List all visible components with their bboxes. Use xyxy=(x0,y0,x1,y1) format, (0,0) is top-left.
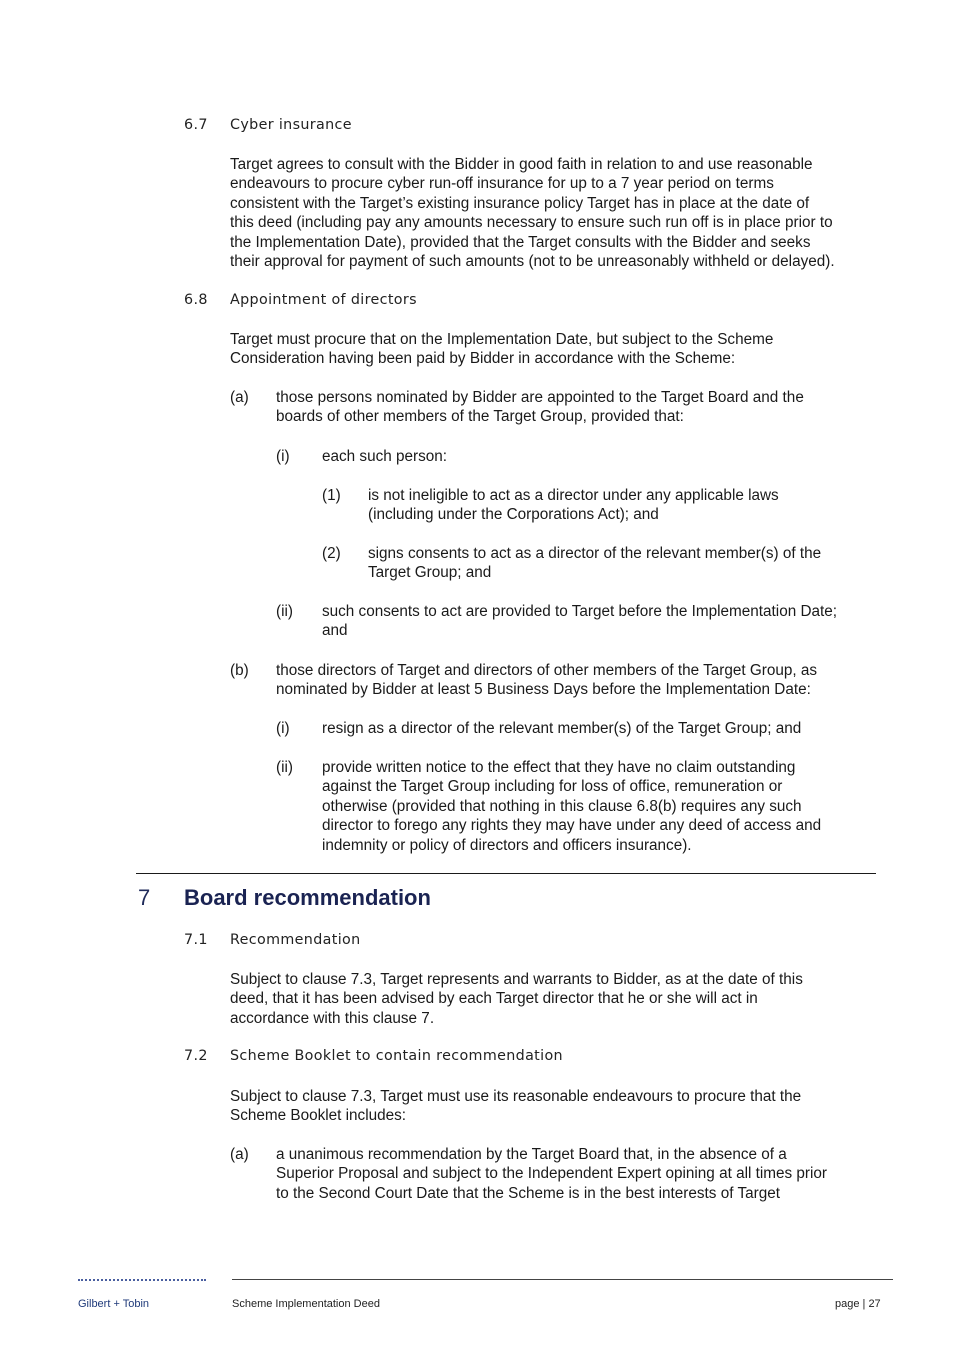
footer-rule xyxy=(232,1279,893,1280)
clause-heading-recommendation: Recommendation xyxy=(230,932,361,948)
clause-heading-cyber-insurance: Cyber insurance xyxy=(230,117,352,133)
clause-number-6-7: 6.7 xyxy=(184,117,208,133)
item-a-text xyxy=(276,388,804,427)
item-label-a-i-2: (2) xyxy=(322,545,341,562)
paragraph-line: (including under the Corporations Act); and xyxy=(368,506,659,524)
paragraph-line: boards of other members of the Target Group, provided that: xyxy=(276,408,684,426)
item-label-a-i-1: (1) xyxy=(322,487,341,504)
paragraph-line: the Implementation Date), provided that the Target consults with the Bidder and seeks xyxy=(230,233,811,251)
item-label-a-ii: (ii) xyxy=(276,603,293,620)
footer-dotted-rule xyxy=(78,1279,206,1281)
clause-heading-appointment-of-directors: Appointment of directors xyxy=(230,292,417,308)
paragraph-line: Target agrees to consult with the Bidder in good faith in relation to and use reasonable xyxy=(230,156,813,173)
item-label-a: (a) xyxy=(230,389,249,406)
paragraph-line: consistent with the Target’s existing insurance policy Target has in place at the date of xyxy=(230,194,810,212)
paragraph-line: to the Second Court Date that the Scheme is in the best interests of Target xyxy=(276,1184,780,1202)
paragraph-line: accordance with this clause 7. xyxy=(230,1009,435,1027)
paragraph-line: Subject to clause 7.3, Target must use its reasonable endeavours to procure that the xyxy=(230,1088,802,1105)
item-b-ii-text xyxy=(322,758,821,855)
item-b-i-text: resign as a director of the relevant member(s) of the Target Group; and xyxy=(322,720,802,737)
paragraph-line: those persons nominated by Bidder are appointed to the Target Board and the xyxy=(276,389,804,406)
item-label-b-ii: (ii) xyxy=(276,759,293,776)
section-heading-board-recommendation: Board recommendation xyxy=(184,885,431,910)
paragraph-line: indemnity or policy of directors and officers insurance). xyxy=(322,836,692,854)
paragraph-line: Superior Proposal and subject to the Independent Expert opining at all times prior xyxy=(276,1165,828,1183)
item-a-i-text: each such person: xyxy=(322,448,448,465)
item-a-i-2-text xyxy=(368,544,821,583)
cyber-insurance-paragraph xyxy=(230,155,835,271)
paragraph-line: their approval for payment of such amounts (not to be unreasonably withheld or delayed). xyxy=(230,253,835,271)
paragraph-line: a unanimous recommendation by the Target Board that, in the absence of a xyxy=(276,1146,787,1163)
paragraph-line: against the Target Group including for loss of office, remuneration or xyxy=(322,778,783,796)
item-7-2-a-text xyxy=(276,1145,827,1203)
footer-page-number: page | 27 xyxy=(835,1298,881,1310)
item-label-b-i: (i) xyxy=(276,720,290,737)
paragraph-line: signs consents to act as a director of the relevant member(s) of the xyxy=(368,545,822,562)
paragraph-line: Subject to clause 7.3, Target represents and warrants to Bidder, as at the date of this xyxy=(230,971,803,988)
paragraph-line: those directors of Target and directors of other members of the Target Group, as xyxy=(276,662,818,679)
item-b-text xyxy=(276,661,817,700)
paragraph-line: nominated by Bidder at least 5 Business Days before the Implementation Date: xyxy=(276,681,811,699)
paragraph-line: is not ineligible to act as a director under any applicable laws xyxy=(368,487,779,504)
paragraph-line: and xyxy=(322,622,348,640)
paragraph-line: such consents to act are provided to Target before the Implementation Date; xyxy=(322,603,838,620)
paragraph-line: endeavours to procure cyber run-off insurance for up to a 7 year period on terms xyxy=(230,175,774,193)
paragraph-line: Consideration having been paid by Bidder in accordance with the Scheme: xyxy=(230,350,736,368)
item-a-i-1-text xyxy=(368,486,779,525)
item-label-7-2-a: (a) xyxy=(230,1146,249,1163)
clause-number-7-1: 7.1 xyxy=(184,932,208,948)
section-divider xyxy=(136,873,876,874)
appointment-intro-paragraph xyxy=(230,330,773,369)
section-number-7: 7 xyxy=(138,885,151,910)
clause-number-6-8: 6.8 xyxy=(184,292,208,308)
recommendation-paragraph xyxy=(230,970,803,1028)
item-label-b: (b) xyxy=(230,662,249,679)
paragraph-line: provide written notice to the effect that they have no claim outstanding xyxy=(322,759,796,776)
clause-number-7-2: 7.2 xyxy=(184,1048,208,1064)
paragraph-line: Target must procure that on the Implementation Date, but subject to the Scheme xyxy=(230,331,774,348)
item-label-a-i: (i) xyxy=(276,448,290,465)
paragraph-line: otherwise (provided that nothing in this clause 6.8(b) requires any such xyxy=(322,797,802,815)
scheme-booklet-intro xyxy=(230,1087,801,1126)
footer-document-title: Scheme Implementation Deed xyxy=(232,1298,380,1310)
paragraph-line: this deed (including pay any amounts necessary to ensure such run off is in place prior to xyxy=(230,214,833,232)
footer-firm-name: Gilbert + Tobin xyxy=(78,1298,150,1310)
paragraph-line: Scheme Booklet includes: xyxy=(230,1107,407,1125)
clause-heading-scheme-booklet: Scheme Booklet to contain recommendation xyxy=(230,1048,563,1064)
paragraph-line: director to forego any rights they may have under any deed of access and xyxy=(322,817,822,835)
item-a-ii-text xyxy=(322,602,837,641)
paragraph-line: Target Group; and xyxy=(368,564,492,582)
paragraph-line: deed, that it has been advised by each Target director that he or she will act in xyxy=(230,990,758,1008)
